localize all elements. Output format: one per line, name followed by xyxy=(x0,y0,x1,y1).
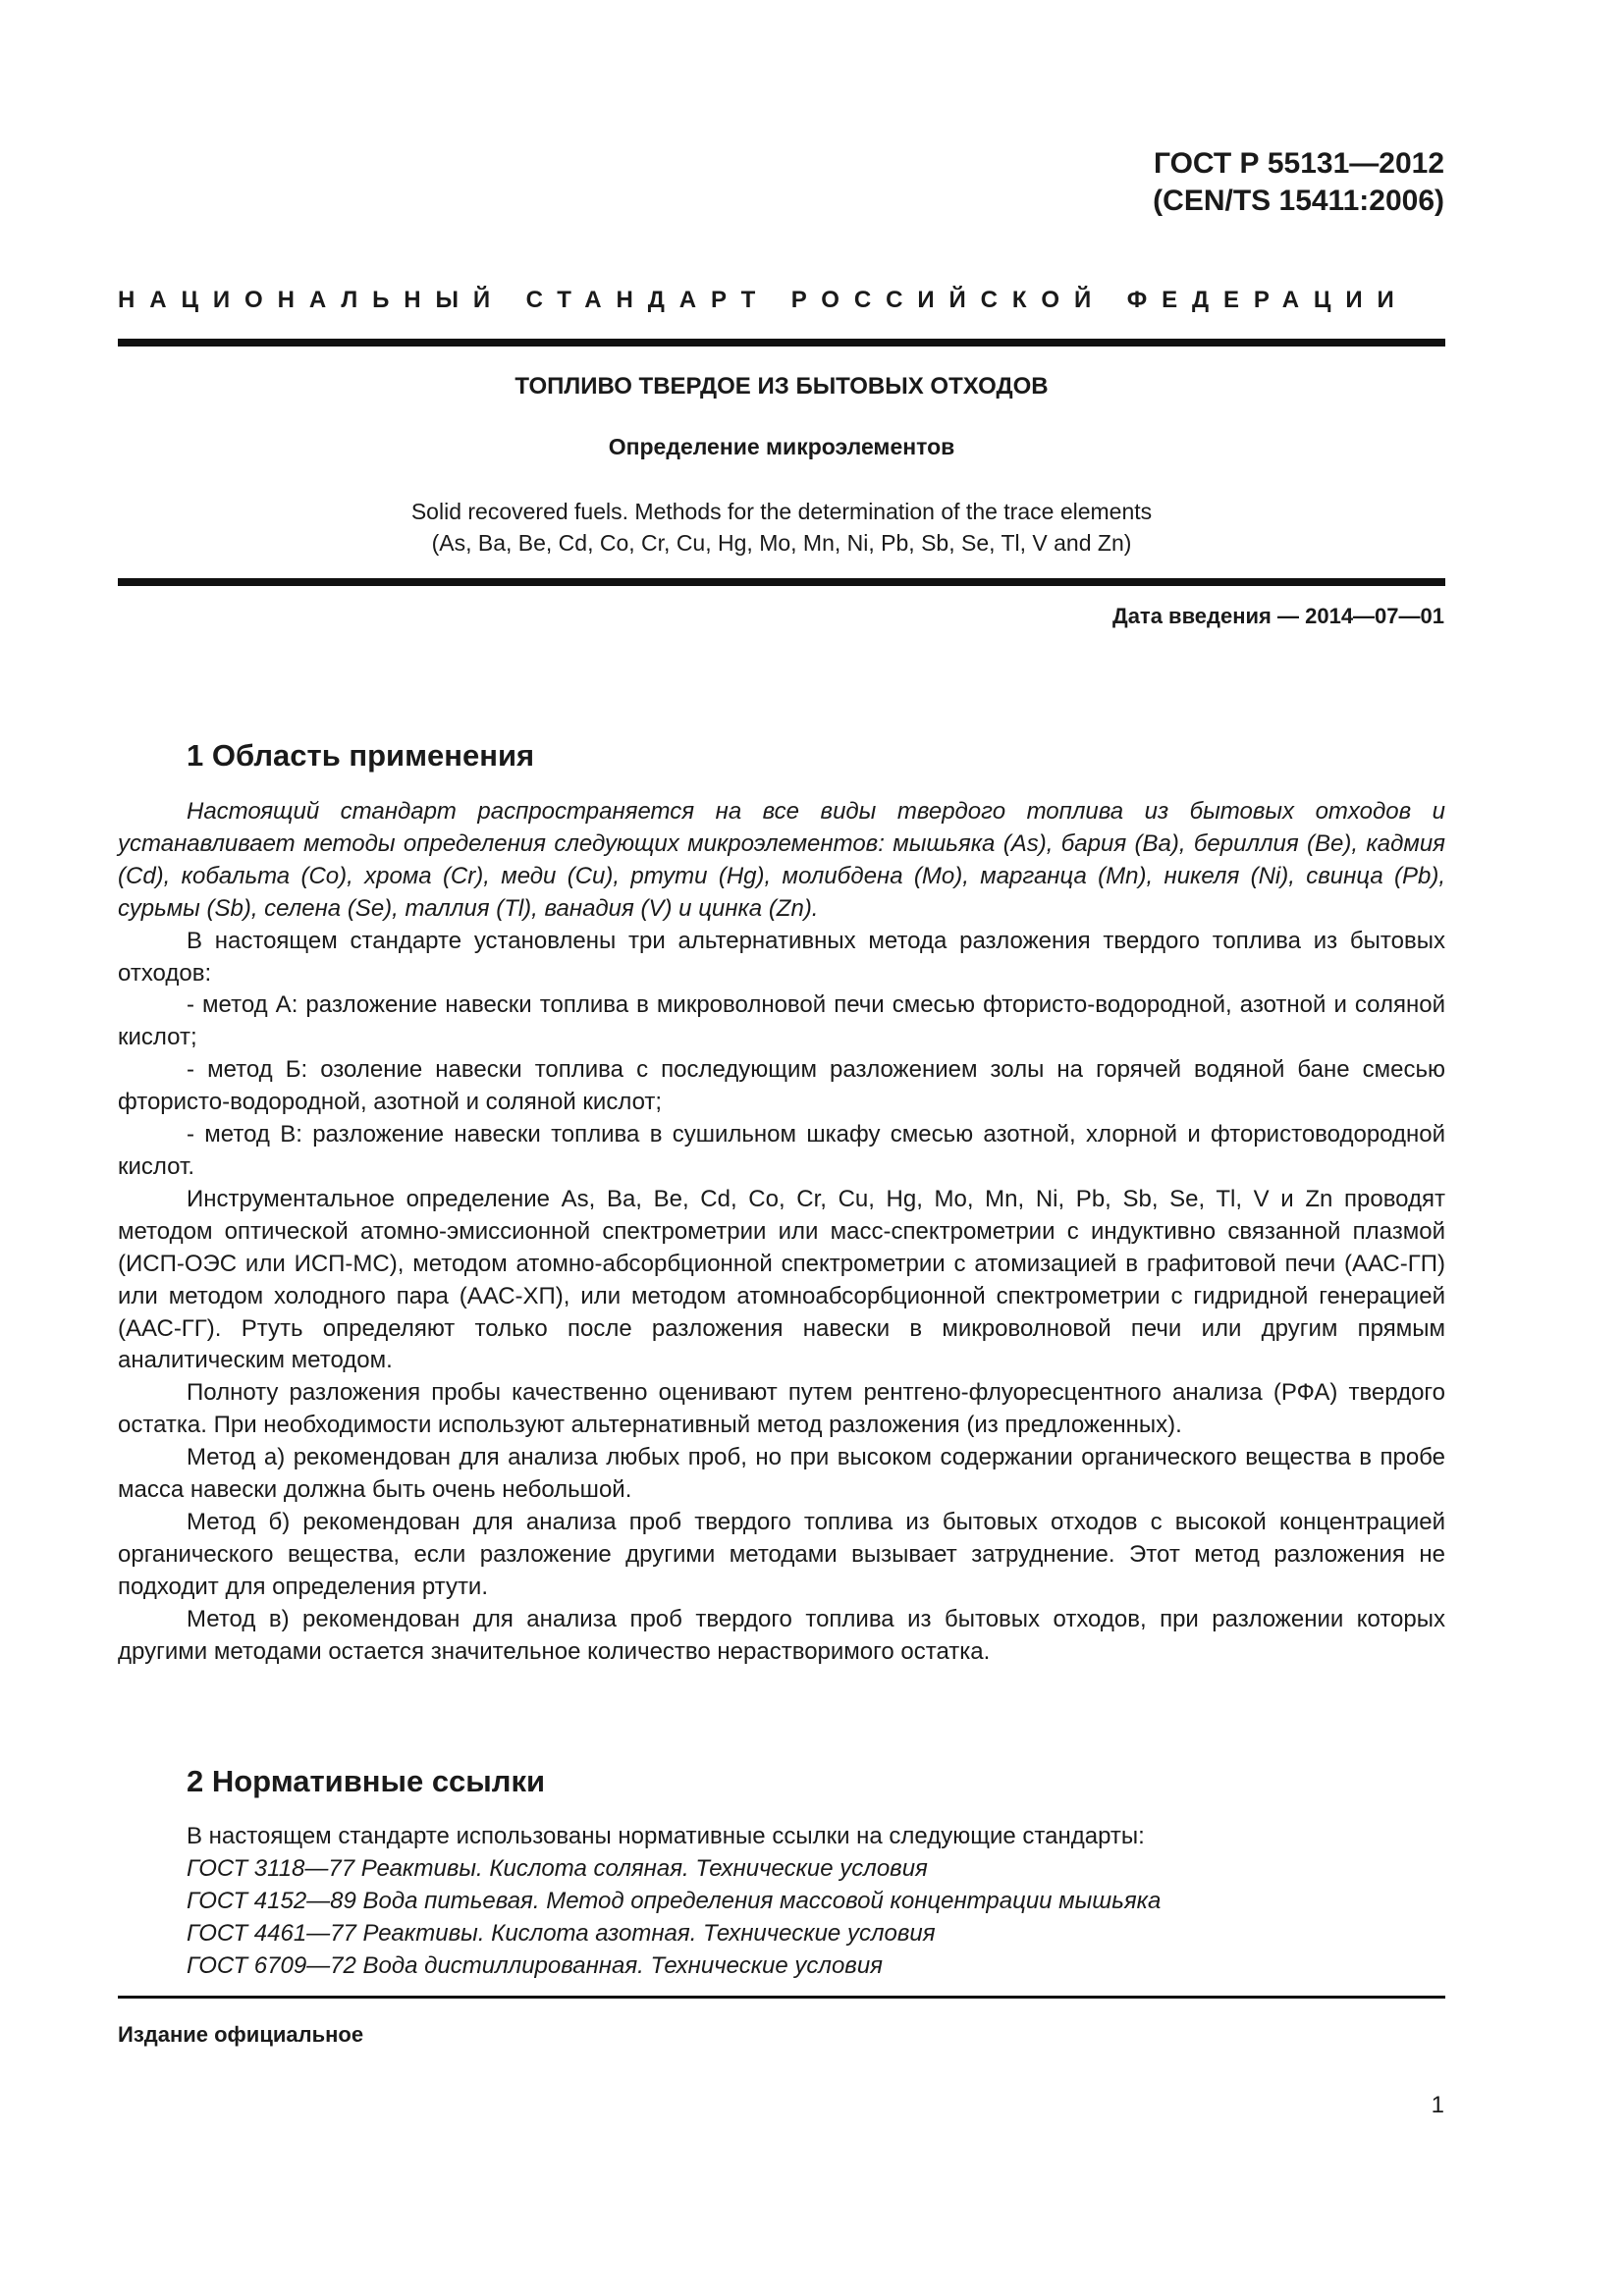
edition-label: Издание официальное xyxy=(118,2022,364,2047)
list-item: - метод А: разложение навески топлива в микроволновой печи смесью фтористо-водородной, азотной и соляной кислот; xyxy=(118,991,1445,1051)
standard-equivalent: (CEN/TS 15411:2006) xyxy=(1153,185,1444,217)
list-item: - метод В: разложение навески топлива в сушильном шкафу смесью азотной, хлорной и фтористоводородной кислот. xyxy=(118,1121,1445,1180)
section-heading: 2 Нормативные ссылки xyxy=(187,1764,546,1798)
body-paragraph: Метод б) рекомендован для анализа проб твердого топлива из бытовых отходов с высокой концентрацией органического вещества, если разложение другими методами вызывает затруднение. Этот метод разложения не подходит для определения ртути. xyxy=(118,1508,1445,1600)
header-divider xyxy=(118,339,1445,347)
normative-references xyxy=(187,1821,1445,1983)
body-paragraph: В настоящем стандарте установлены три альтернативных метода разложения твердого топлива из бытовых отходов: xyxy=(118,927,1445,987)
footer-divider xyxy=(118,1996,1445,1999)
document-subtitle: Определение микроэлементов xyxy=(608,434,955,459)
english-title xyxy=(118,496,1445,559)
title-divider xyxy=(118,578,1445,586)
national-standard-banner: НАЦИОНАЛЬНЫЙ СТАНДАРТ РОССИЙСКОЙ ФЕДЕРАЦИИ xyxy=(118,287,1409,313)
english-title-line: Solid recovered fuels. Methods for the determination of the trace elements xyxy=(410,499,1153,524)
scope-paragraph: Настоящий стандарт распространяется на все виды твердого топлива из бытовых отходов и устанавливает методы определения следующих микроэлементов: мышьяка (As), бария (Ba), бериллия (Be), кадмия (Cd), кобальта (Co), хрома (Cr), меди (Cu), ртути (Hg), молибдена (Mo), марганца (Mn), никеля (Ni), свинца (Pb), сурьмы (Sb), селена (Se), таллия (Tl), ванадия (V) и цинка (Zn). xyxy=(118,798,1445,922)
body-paragraph: Инструментальное определение As, Ba, Be, Cd, Co, Cr, Cu, Hg, Mo, Mn, Ni, Pb, Sb, Se, Tl, V и Zn проводят методом оптической атомно-эмиссионной спектрометрии или масс-спектрометрии с индуктивно связанной плазмой (ИСП-ОЭС или ИСП-МС), методом атомно-абсорбционной спектрометрии с атомизацией в графитовой печи (ААС-ГП) или методом холодного пара (ААС-ХП), или методом атомноабсорбционной спектрометрии с гидридной генерацией (ААС-ГГ). Ртуть определяют только после разложения навески в микроволновой печи или другим прямым аналитическим методом. xyxy=(118,1185,1445,1374)
reference-item: ГОСТ 3118—77 Реактивы. Кислота соляная. Технические условия xyxy=(187,1854,928,1882)
section-body xyxy=(118,796,1445,1668)
body-paragraph: Метод а) рекомендован для анализа любых проб, но при высоком содержании органического вещества в пробе масса навески должна быть очень небольшой. xyxy=(118,1444,1445,1504)
section-heading: 1 Область применения xyxy=(187,738,535,773)
reference-item: ГОСТ 6709—72 Вода дистиллированная. Технические условия xyxy=(187,1951,883,1979)
reference-item: ГОСТ 4461—77 Реактивы. Кислота азотная. Технические условия xyxy=(187,1919,936,1947)
document-id xyxy=(1153,145,1444,220)
list-item: - метод Б: озоление навески топлива с последующим разложением золы на горячей водяной бане смесью фтористо-водородной, азотной и соляной кислот; xyxy=(118,1056,1445,1116)
reference-item: ГОСТ 4152—89 Вода питьевая. Метод определения массовой концентрации мышьяка xyxy=(187,1887,1162,1914)
page-number: 1 xyxy=(1431,2092,1444,2118)
body-paragraph: Полноту разложения пробы качественно оценивают путем рентгено-флуоресцентного анализа (РФА) твердого остатка. При необходимости используют альтернативный метод разложения (из предложенных). xyxy=(118,1379,1445,1439)
english-title-line: (As, Ba, Be, Cd, Co, Cr, Cu, Hg, Mo, Mn, Ni, Pb, Sb, Se, Tl, V and Zn) xyxy=(431,530,1132,556)
references-intro: В настоящем стандарте использованы нормативные ссылки на следующие стандарты: xyxy=(187,1823,1145,1849)
introduction-date: Дата введения — 2014—07—01 xyxy=(1112,604,1444,628)
body-paragraph: Метод в) рекомендован для анализа проб твердого топлива из бытовых отходов, при разложении которых другими методами остается значительное количество нерастворимого остатка. xyxy=(118,1605,1445,1665)
standard-number: ГОСТ Р 55131—2012 xyxy=(1153,147,1444,180)
document-title: ТОПЛИВО ТВЕРДОЕ ИЗ БЫТОВЫХ ОТХОДОВ xyxy=(514,373,1049,400)
